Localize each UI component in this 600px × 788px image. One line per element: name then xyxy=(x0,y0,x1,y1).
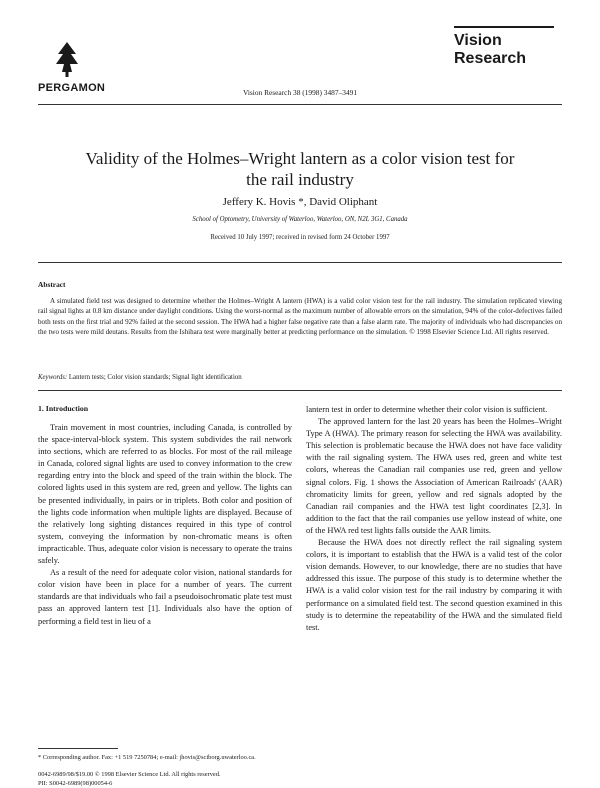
article-title xyxy=(0,148,600,190)
header-divider xyxy=(38,104,562,105)
keywords xyxy=(38,374,242,381)
authors: Jeffery K. Hovis *, David Oliphant xyxy=(222,196,378,208)
copyright-block xyxy=(38,770,338,788)
abstract-divider-bottom xyxy=(38,390,562,391)
footnote-divider xyxy=(38,748,118,749)
section-heading: 1. Introduction xyxy=(38,404,89,413)
affiliation: School of Optometry, University of Waterloo, Waterloo, ON, N2L 3G1, Canada xyxy=(192,216,408,223)
right-column xyxy=(306,404,562,634)
left-column xyxy=(38,422,292,628)
copyright-line: 0042-6989/98/$19.00 © 1998 Elsevier Science Ltd. All rights reserved. xyxy=(38,771,221,778)
paragraph: The approved lantern for the last 20 years has been the Holmes–Wright Type A (HWA). The primary reason for selecting the HWA was availability. This selection is problematic because the HWA does not have face validity with the rail signaling system. The HWA uses red, green and white test colors, whereas the Canadian rail companies use red, green and yellow signal colors. Fig. 1 shows the Association of American Railroads' (AAR) chromaticity limits for green, yellow and red signals adopted by the Canadian rail companies and the HWA test light coordinates [2,3]. In addition to the fact that the rail companies use yellow instead of white, one of the HWA red test lights falls outside the AAR limits. xyxy=(306,417,562,535)
abstract-text: A simulated field test was designed to determine whether the Holmes–Wright A lantern (HWA) is a valid color vision test for the rail industry. The simulation replicated viewing rail signal lights at 0.8 km distance under daylight conditions. Using the worst-normal as the maximum number of allowable errors on the simulation, 94% of the color-defectives failed both tests on the first trial and 92% failed at the second session. The HWA had a higher false negative rate than a false alarm rate. The majority of individuals who had discrepancies on the two tests were mild deutans. Results from the Ishihara test were marginally better at predicting performance on the simulation. © 1998 Elsevier Science Ltd. All rights reserved. xyxy=(38,297,562,337)
keywords-label: Keywords: xyxy=(38,374,68,381)
publisher-name: PERGAMON xyxy=(38,82,106,94)
title-line-2: the rail industry xyxy=(246,170,354,189)
abstract-divider-top xyxy=(38,262,562,263)
pii-line: PII: S0042-6989(98)00054-6 xyxy=(38,780,113,787)
paragraph: Because the HWA does not directly reflect the rail signaling system colors, it is important to establish that the HWA is a valid test of the color vision demands. However, to our knowledge, there are no studies that have addressed this issue. The purpose of this study is to determine whether the HWA is a valid color vision test for the rail industry by comparing it with performance on a simulated field test. The second question examined in this study is to determine the repeatability of the HWA and the simulated field test. xyxy=(306,538,562,632)
title-line-1: Validity of the Holmes–Wright lantern as a color vision test for xyxy=(85,149,515,168)
paragraph: Train movement in most countries, including Canada, is controlled by the space-interval-block system. This system subdivides the rail network into sections, which are referred to as blocks. For most of the rail mileage in Canada, colored signal lights are used to convey information to the crew regarding entry into the block and speed of the train within the block. The colored lights used in this system are red, green and yellow. The lights can be presented individually, in pairs or in triplets. Both color and position of the lights code information when multiple lights are displayed. Because of the relatively long sighting distances required in this type of control system, conveying the information by non-chromatic means is often impracticable. Thus, adequate color vision is necessary to operate the trains safely. xyxy=(38,423,292,566)
abstract-heading: Abstract xyxy=(38,280,66,289)
journal-name-line1: Vision xyxy=(454,32,502,49)
footnote: * Corresponding author. Fax: +1 519 7250784; e-mail: jhovis@sciborg.uwaterloo.ca. xyxy=(38,754,256,761)
received-dates: Received 10 July 1997; received in revised form 24 October 1997 xyxy=(210,234,390,241)
journal-name-line2: Research xyxy=(454,50,527,67)
paragraph: lantern test in order to determine whether their color vision is sufficient. xyxy=(306,405,548,414)
keywords-list: Lantern tests; Color vision standards; Signal light identification xyxy=(68,374,242,381)
journal-logo-bar xyxy=(454,26,554,28)
journal-logo xyxy=(454,26,554,68)
pergamon-tree-logo xyxy=(52,40,82,78)
journal-reference: Vision Research 38 (1998) 3487–3491 xyxy=(242,88,358,97)
paragraph: As a result of the need for adequate color vision, national standards for color vision have been in place for a number of years. The current standards are that individuals who fail a pseudoisochromatic plate test must pass an approved lantern test [1]. Individuals also have the option of performing a field test in lieu of a xyxy=(38,568,292,626)
